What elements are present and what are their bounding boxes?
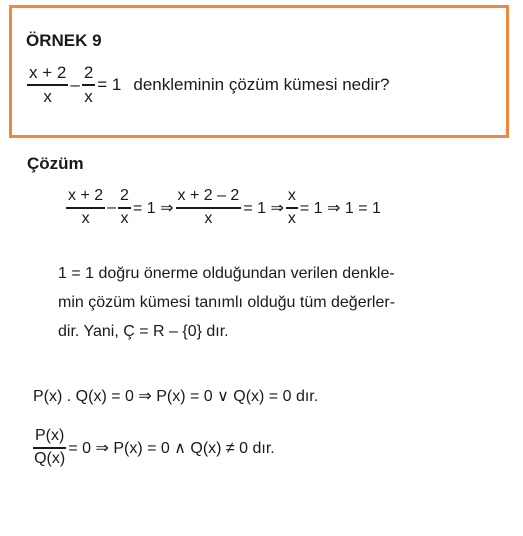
quotient-fraction <box>33 428 66 468</box>
step-3: = 1 ⇒ 1 = 1 <box>299 199 381 217</box>
equation-rhs: = 1 <box>97 74 122 94</box>
paragraph-line-1: 1 = 1 doğru önerme olduğundan verilen denkle- <box>58 265 395 282</box>
derivation-fraction-2 <box>118 188 131 228</box>
minus-sign: – <box>107 198 117 216</box>
product-rule: P(x) . Q(x) = 0 ⇒ P(x) = 0 ∨ Q(x) = 0 dır. <box>33 388 319 405</box>
question-line <box>27 64 391 106</box>
fraction-denominator: x <box>204 209 213 227</box>
solution-title: Çözüm <box>27 154 84 173</box>
fraction-denominator: x <box>287 209 296 227</box>
fraction-numerator: x + 2 – 2 <box>176 188 242 209</box>
paragraph-line-2: min çözüm kümesi tanımlı olduğu tüm değerler- <box>58 294 396 311</box>
fraction-numerator: 2 <box>118 188 131 209</box>
question-fraction-1 <box>27 64 68 106</box>
minus-sign: – <box>70 74 80 94</box>
step-1: = 1 ⇒ <box>132 199 174 217</box>
fraction-numerator: x + 2 <box>27 64 68 86</box>
derivation-line <box>66 188 383 228</box>
explanation-paragraph <box>58 259 395 346</box>
question-fraction-2 <box>82 64 95 106</box>
quotient-rule <box>33 428 277 468</box>
fraction-denominator: x <box>43 86 52 106</box>
derivation-fraction-3 <box>176 188 242 228</box>
fraction-denominator: Q(x) <box>34 449 66 467</box>
fraction-numerator: x + 2 <box>66 188 105 209</box>
question-text: denkleminin çözüm kümesi nedir? <box>133 74 390 94</box>
fraction-denominator: x <box>120 209 129 227</box>
quotient-rule-rest: = 0 ⇒ P(x) = 0 ∧ Q(x) ≠ 0 dır. <box>68 439 275 457</box>
derivation-fraction-4 <box>286 188 298 228</box>
fraction-numerator: P(x) <box>33 428 66 449</box>
fraction-denominator: x <box>84 86 93 106</box>
fraction-denominator: x <box>81 209 90 227</box>
derivation-fraction-1 <box>66 188 105 228</box>
fraction-numerator: x <box>286 188 298 209</box>
fraction-numerator: 2 <box>82 64 95 86</box>
example-title: ÖRNEK 9 <box>26 31 102 50</box>
paragraph-line-3: dir. Yani, Ç = R – {0} dır. <box>58 323 229 340</box>
step-2: = 1 ⇒ <box>243 199 284 217</box>
